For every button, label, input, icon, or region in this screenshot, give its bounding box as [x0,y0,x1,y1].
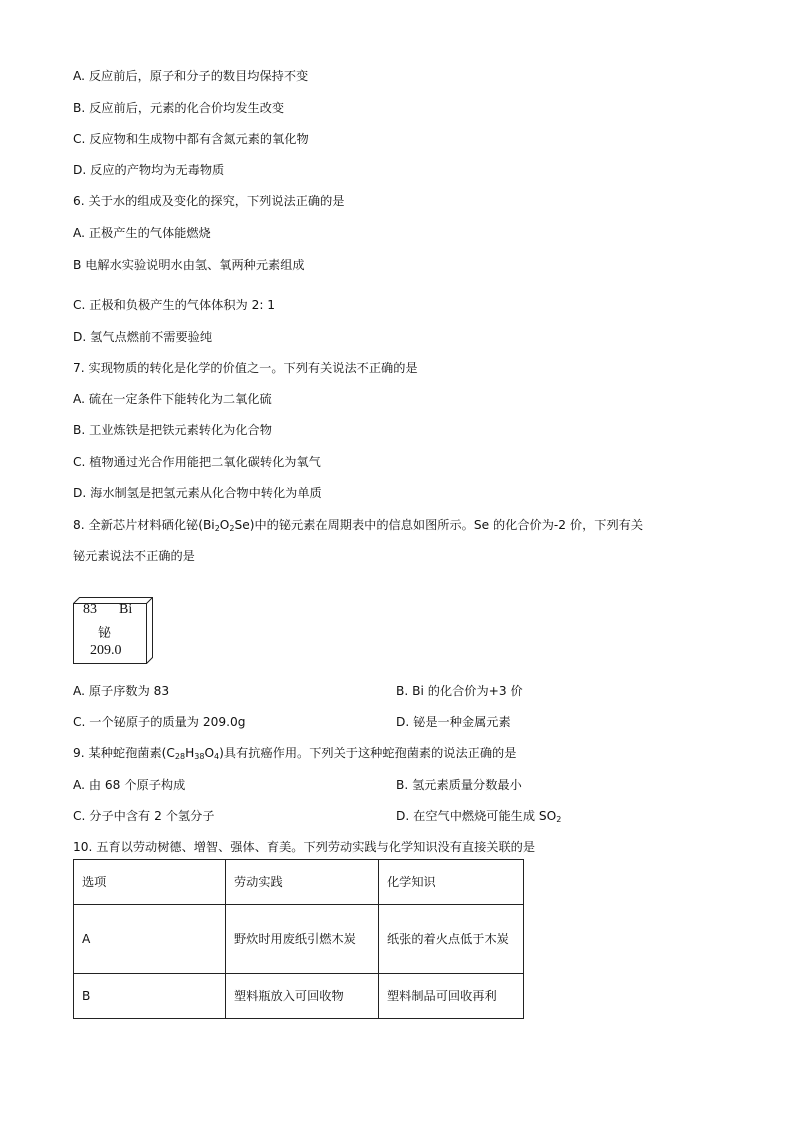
q8-stem-line2: 铋元素说法不正确的是 [73,549,195,563]
table-cell: 塑料制品可回收再利 [379,974,524,1019]
q9-option-b: B. 氢元素质量分数最小 [396,778,522,792]
q8-option-d: D. 铋是一种金属元素 [396,715,511,729]
table-header-cell: 选项 [74,860,226,905]
q5-option-a: A. 反应前后，原子和分子的数目均保持不变 [73,69,309,83]
q6-option-a: A. 正极产生的气体能燃烧 [73,226,211,240]
q7-option-c: C. 植物通过光合作用能把二氧化碳转化为氧气 [73,455,321,469]
table-row [74,974,524,1019]
table-header-row [74,860,524,905]
q6-option-b: B 电解水实验说明水由氢、氧两种元素组成 [73,258,305,272]
q10-stem: 10. 五育以劳动树德、增智、强体、育美。下列劳动实践与化学知识没有直接关联的是 [73,840,536,854]
element-atomic-mass: 209.0 [90,643,122,658]
q5-option-b: B. 反应前后，元素的化合价均发生改变 [73,101,285,115]
table-cell: B [74,974,226,1019]
q8-option-a: A. 原子序数为 83 [73,684,170,698]
table-cell: A [74,905,226,974]
q7-stem: 7. 实现物质的转化是化学的价值之一。下列有关说法不正确的是 [73,361,418,375]
q7-option-a: A. 硫在一定条件下能转化为二氧化硫 [73,392,272,406]
table-header-cell: 化学知识 [379,860,524,905]
q6-stem: 6. 关于水的组成及变化的探究，下列说法正确的是 [73,194,345,208]
q6-option-c: C. 正极和负极产生的气体体积为 2: 1 [73,298,276,312]
q9-option-d: D. 在空气中燃烧可能生成 $SO_2$ [396,809,562,824]
q7-option-b: B. 工业炼铁是把铁元素转化为化合物 [73,423,272,437]
q7-option-d: D. 海水制氢是把氢元素从化合物中转化为单质 [73,486,322,500]
q9-option-c: C. 分子中含有 2 个氢分子 [73,809,215,823]
table-cell: 塑料瓶放入可回收物 [226,974,379,1019]
q8-stem: 8. 全新芯片材料硒化铋$(Bi_2O_2Se)$中的铋元素在周期表中的信息如图所示。Se 的化合价为-2 价，下列有关 [73,518,644,533]
q5-option-c: C. 反应物和生成物中都有含氮元素的氧化物 [73,132,309,146]
q9-option-a: A. 由 68 个原子构成 [73,778,186,792]
q6-option-d: D. 氢气点燃前不需要验纯 [73,330,213,344]
q5-option-d: D. 反应的产物均为无毒物质 [73,163,225,177]
table-cell: 纸张的着火点低于木炭 [379,905,524,974]
q9-stem: 9. 某种蛇孢菌素$(C_{28}H_{38}O_4)$具有抗癌作用。下列关于这种蛇孢菌素的说法正确的是 [73,746,517,761]
table-header-cell: 劳动实践 [226,860,379,905]
element-symbol: Bi [119,602,133,617]
q8-option-b: B. Bi 的化合价为+3 价 [396,684,523,698]
element-name: 铋 [98,626,112,641]
table-row [74,905,524,974]
q8-option-c: C. 一个铋原子的质量为 209.0g [73,715,246,729]
table-cell: 野炊时用废纸引燃木炭 [226,905,379,974]
periodic-element-box [73,597,155,664]
q10-table [73,859,524,1019]
element-atomic-number: 83 [83,602,97,617]
